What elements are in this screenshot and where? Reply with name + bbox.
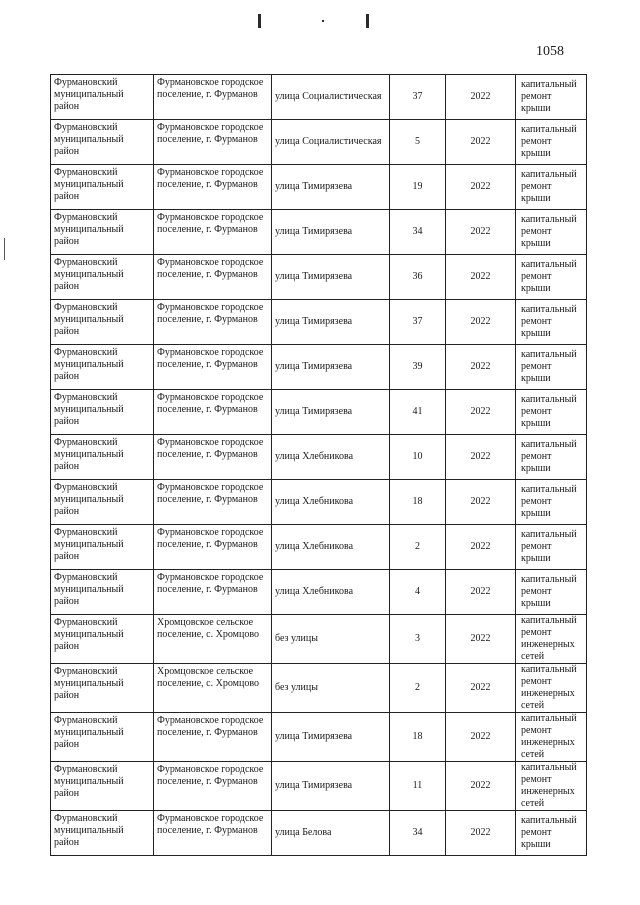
settlement-cell: Фурмановское городское поселение, г. Фурманов — [154, 525, 272, 570]
house-number-cell: 36 — [390, 255, 446, 300]
street-cell: улица Хлебникова — [272, 570, 390, 615]
street-cell: без улицы — [272, 664, 390, 713]
year-cell: 2022 — [446, 762, 516, 811]
work-type-cell: капитальный ремонт крыши — [516, 390, 587, 435]
street-cell: улица Тимирязева — [272, 390, 390, 435]
house-number-cell: 2 — [390, 664, 446, 713]
settlement-cell: Фурмановское городское поселение, г. Фурманов — [154, 570, 272, 615]
street-cell: улица Социалистическая — [272, 75, 390, 120]
scan-artifact-right — [366, 14, 369, 28]
settlement-cell: Фурмановское городское поселение, г. Фурманов — [154, 75, 272, 120]
house-number-cell: 41 — [390, 390, 446, 435]
year-cell: 2022 — [446, 300, 516, 345]
house-number-cell: 37 — [390, 75, 446, 120]
house-number-cell: 34 — [390, 811, 446, 856]
district-cell: Фурмановский муниципальный район — [51, 75, 154, 120]
settlement-cell: Хромцовское сельское поселение, с. Хромцово — [154, 664, 272, 713]
page-number: 1058 — [536, 44, 564, 59]
year-cell: 2022 — [446, 664, 516, 713]
table-row — [51, 75, 587, 120]
house-number-cell: 3 — [390, 615, 446, 664]
year-cell: 2022 — [446, 390, 516, 435]
table-row — [51, 811, 587, 856]
street-cell: улица Тимирязева — [272, 300, 390, 345]
year-cell: 2022 — [446, 615, 516, 664]
district-cell: Фурмановский муниципальный район — [51, 480, 154, 525]
house-number-cell: 18 — [390, 713, 446, 762]
scan-artifact-side — [4, 238, 5, 260]
street-cell: улица Тимирязева — [272, 165, 390, 210]
year-cell: 2022 — [446, 811, 516, 856]
street-cell: улица Тимирязева — [272, 713, 390, 762]
scan-artifact-left — [258, 14, 261, 28]
house-number-cell: 5 — [390, 120, 446, 165]
work-type-cell: капитальный ремонт крыши — [516, 345, 587, 390]
street-cell: улица Тимирязева — [272, 210, 390, 255]
table-row — [51, 480, 587, 525]
district-cell: Фурмановский муниципальный район — [51, 345, 154, 390]
work-type-cell: капитальный ремонт крыши — [516, 75, 587, 120]
street-cell: улица Хлебникова — [272, 435, 390, 480]
work-type-cell: капитальный ремонт крыши — [516, 255, 587, 300]
settlement-cell: Фурмановское городское поселение, г. Фурманов — [154, 811, 272, 856]
work-type-cell: капитальный ремонт крыши — [516, 570, 587, 615]
district-cell: Фурмановский муниципальный район — [51, 390, 154, 435]
settlement-cell: Фурмановское городское поселение, г. Фурманов — [154, 713, 272, 762]
table-row — [51, 570, 587, 615]
table-row — [51, 664, 587, 713]
work-type-cell: капитальный ремонт крыши — [516, 811, 587, 856]
work-type-cell: капитальный ремонт инженерных сетей — [516, 615, 587, 664]
district-cell: Фурмановский муниципальный район — [51, 713, 154, 762]
district-cell: Фурмановский муниципальный район — [51, 664, 154, 713]
street-cell: без улицы — [272, 615, 390, 664]
district-cell: Фурмановский муниципальный район — [51, 255, 154, 300]
work-type-cell: капитальный ремонт крыши — [516, 480, 587, 525]
street-cell: улица Социалистическая — [272, 120, 390, 165]
year-cell: 2022 — [446, 713, 516, 762]
district-cell: Фурмановский муниципальный район — [51, 762, 154, 811]
table-row — [51, 165, 587, 210]
work-type-cell: капитальный ремонт инженерных сетей — [516, 664, 587, 713]
settlement-cell: Фурмановское городское поселение, г. Фурманов — [154, 300, 272, 345]
house-number-cell: 11 — [390, 762, 446, 811]
work-type-cell: капитальный ремонт инженерных сетей — [516, 713, 587, 762]
work-type-cell: капитальный ремонт крыши — [516, 210, 587, 255]
table-row — [51, 300, 587, 345]
year-cell: 2022 — [446, 255, 516, 300]
settlement-cell: Фурмановское городское поселение, г. Фурманов — [154, 435, 272, 480]
street-cell: улица Тимирязева — [272, 762, 390, 811]
work-type-cell: капитальный ремонт крыши — [516, 435, 587, 480]
work-type-cell: капитальный ремонт крыши — [516, 120, 587, 165]
street-cell: улица Хлебникова — [272, 525, 390, 570]
settlement-cell: Фурмановское городское поселение, г. Фурманов — [154, 255, 272, 300]
district-cell: Фурмановский муниципальный район — [51, 300, 154, 345]
settlement-cell: Хромцовское сельское поселение, с. Хромцово — [154, 615, 272, 664]
table-row — [51, 435, 587, 480]
house-number-cell: 19 — [390, 165, 446, 210]
street-cell: улица Хлебникова — [272, 480, 390, 525]
table-row — [51, 525, 587, 570]
table-row — [51, 762, 587, 811]
settlement-cell: Фурмановское городское поселение, г. Фурманов — [154, 762, 272, 811]
district-cell: Фурмановский муниципальный район — [51, 525, 154, 570]
district-cell: Фурмановский муниципальный район — [51, 570, 154, 615]
table-row — [51, 120, 587, 165]
work-type-cell: капитальный ремонт инженерных сетей — [516, 762, 587, 811]
house-number-cell: 2 — [390, 525, 446, 570]
year-cell: 2022 — [446, 480, 516, 525]
district-cell: Фурмановский муниципальный район — [51, 120, 154, 165]
year-cell: 2022 — [446, 75, 516, 120]
repair-schedule-table — [50, 74, 587, 856]
year-cell: 2022 — [446, 570, 516, 615]
district-cell: Фурмановский муниципальный район — [51, 435, 154, 480]
house-number-cell: 10 — [390, 435, 446, 480]
street-cell: улица Белова — [272, 811, 390, 856]
table-row — [51, 255, 587, 300]
house-number-cell: 34 — [390, 210, 446, 255]
settlement-cell: Фурмановское городское поселение, г. Фурманов — [154, 345, 272, 390]
house-number-cell: 39 — [390, 345, 446, 390]
settlement-cell: Фурмановское городское поселение, г. Фурманов — [154, 210, 272, 255]
table-row — [51, 210, 587, 255]
year-cell: 2022 — [446, 210, 516, 255]
work-type-cell: капитальный ремонт крыши — [516, 165, 587, 210]
table-row — [51, 713, 587, 762]
street-cell: улица Тимирязева — [272, 255, 390, 300]
work-type-cell: капитальный ремонт крыши — [516, 300, 587, 345]
year-cell: 2022 — [446, 525, 516, 570]
settlement-cell: Фурмановское городское поселение, г. Фурманов — [154, 120, 272, 165]
district-cell: Фурмановский муниципальный район — [51, 165, 154, 210]
table-row — [51, 615, 587, 664]
scan-artifact-dot — [322, 20, 324, 22]
district-cell: Фурмановский муниципальный район — [51, 210, 154, 255]
house-number-cell: 18 — [390, 480, 446, 525]
year-cell: 2022 — [446, 345, 516, 390]
house-number-cell: 37 — [390, 300, 446, 345]
settlement-cell: Фурмановское городское поселение, г. Фурманов — [154, 480, 272, 525]
table-row — [51, 390, 587, 435]
settlement-cell: Фурмановское городское поселение, г. Фурманов — [154, 165, 272, 210]
year-cell: 2022 — [446, 120, 516, 165]
street-cell: улица Тимирязева — [272, 345, 390, 390]
work-type-cell: капитальный ремонт крыши — [516, 525, 587, 570]
district-cell: Фурмановский муниципальный район — [51, 615, 154, 664]
house-number-cell: 4 — [390, 570, 446, 615]
table-row — [51, 345, 587, 390]
district-cell: Фурмановский муниципальный район — [51, 811, 154, 856]
year-cell: 2022 — [446, 165, 516, 210]
year-cell: 2022 — [446, 435, 516, 480]
settlement-cell: Фурмановское городское поселение, г. Фурманов — [154, 390, 272, 435]
